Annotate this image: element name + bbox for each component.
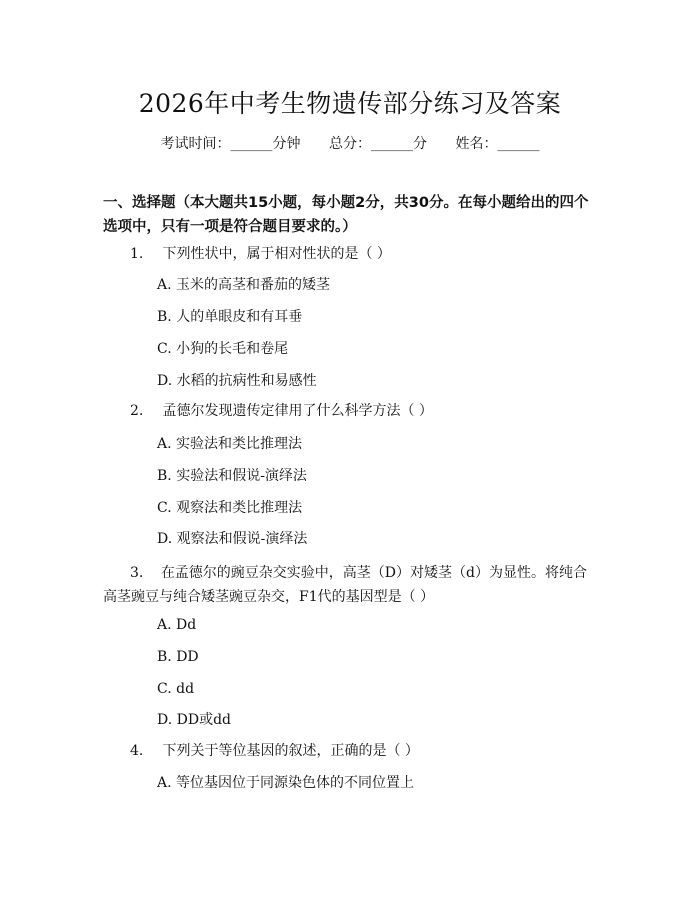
question-number: 3. [130, 565, 144, 581]
question-text: 下列性状中，属于相对性状的是（ ） [162, 246, 391, 262]
exam-info-line [0, 133, 700, 153]
question-text: 孟德尔发现遗传定律用了什么科学方法（ ） [162, 403, 433, 419]
page-title: 2026年中考生物遗传部分练习及答案 [138, 89, 562, 118]
question-text: 在孟德尔的豌豆杂交实验中，高茎（D）对矮茎（d）为显性。将纯合高茎豌豆与纯合矮茎豌豆杂交，F1代的基因型是（ ） [103, 565, 587, 605]
question-number: 1. [130, 246, 144, 262]
question-2-option-b: B. 实验法和假说-演绎法 [157, 468, 307, 484]
question-text: 下列关于等位基因的叙述，正确的是（ ） [162, 743, 419, 759]
question-3-option-b: B. DD [157, 649, 199, 665]
total-score-field: 总分：______分 [329, 136, 427, 152]
question-3-option-a: A. Dd [157, 617, 197, 633]
question-4 [103, 739, 598, 763]
exam-time-field: 考试时间：______分钟 [160, 136, 301, 152]
question-1-option-b: B. 人的单眼皮和有耳垂 [157, 309, 303, 325]
question-3-option-c: C. dd [157, 681, 195, 697]
question-number: 2. [130, 403, 144, 419]
question-2-option-d: D. 观察法和假说-演绎法 [157, 531, 308, 547]
question-3 [103, 561, 598, 609]
question-2 [103, 399, 598, 423]
question-3-option-d: D. DD或dd [157, 712, 231, 728]
section-heading: 一、选择题（本大题共15小题，每小题2分，共30分。在每小题给出的四个选项中，只有一项是符合题目要求的。） [103, 195, 589, 235]
question-1-option-c: C. 小狗的长毛和卷尾 [157, 341, 289, 357]
question-1-option-d: D. 水稻的抗病性和易感性 [157, 373, 317, 389]
question-2-option-c: C. 观察法和类比推理法 [157, 500, 303, 516]
question-1-option-a: A. 玉米的高茎和番茄的矮茎 [157, 277, 331, 293]
question-2-option-a: A. 实验法和类比推理法 [157, 436, 303, 452]
question-4-option-a: A. 等位基因位于同源染色体的不同位置上 [157, 775, 415, 791]
question-number: 4. [130, 743, 144, 759]
name-field: 姓名：______ [455, 136, 540, 152]
question-1 [103, 242, 598, 266]
